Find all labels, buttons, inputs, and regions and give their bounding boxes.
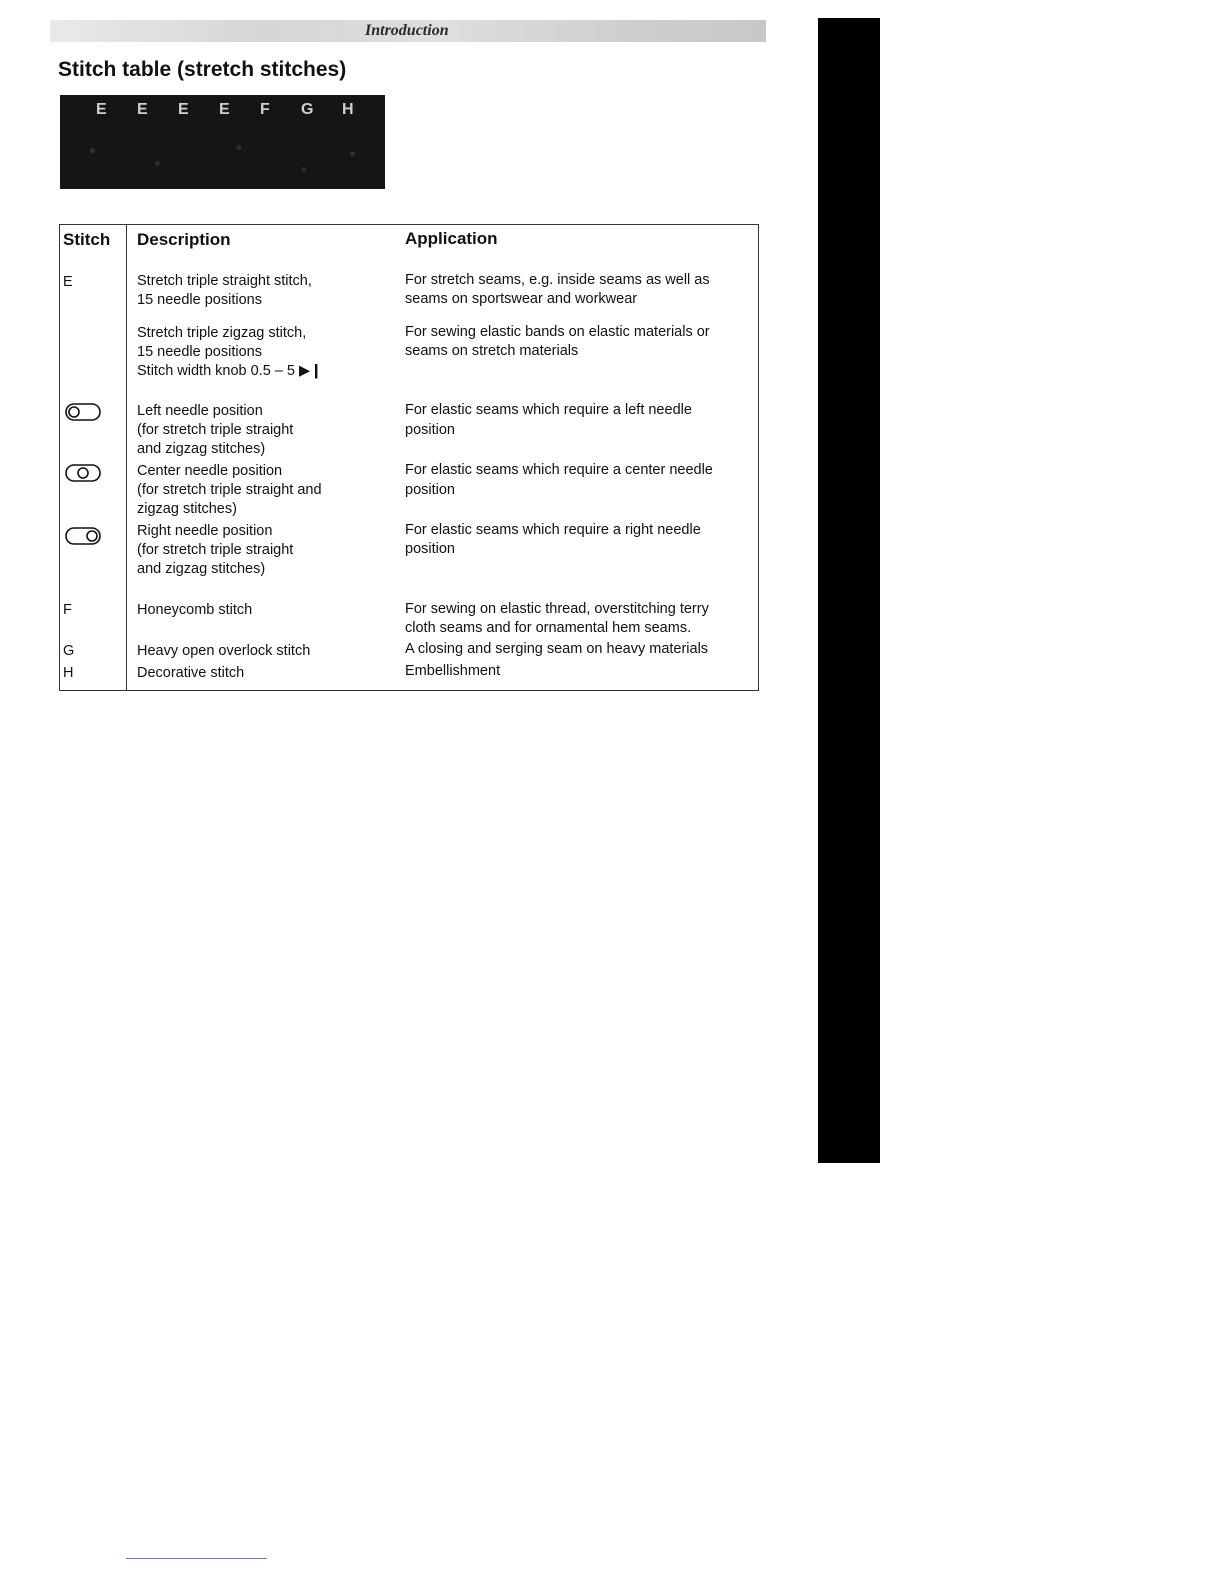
section-header-band [50, 20, 766, 42]
row-description-line: Left needle position [137, 403, 263, 419]
row-application-line: Embellishment [405, 663, 501, 679]
row-description-line: 15 needle positions [137, 344, 262, 360]
stitch-selector-letters [96, 101, 383, 119]
page-title: Stitch table (stretch stitches) [58, 58, 347, 81]
row-application-line: For sewing on elastic thread, overstitching terry [405, 601, 709, 617]
header-application: Application [405, 229, 498, 248]
header-description: Description [137, 230, 231, 249]
selector-letter: E [178, 101, 189, 118]
selector-letter: E [219, 101, 230, 118]
selector-letter: H [342, 101, 354, 118]
center-needle-position-icon [65, 464, 101, 482]
row-description-line: Heavy open overlock stitch [137, 643, 311, 659]
row-application-line: position [405, 541, 455, 557]
footer-rule [126, 1558, 267, 1559]
row-description-line: Honeycomb stitch [137, 602, 253, 618]
row-description-line: (for stretch triple straight and [137, 482, 322, 498]
row-application-line: position [405, 482, 455, 498]
row-application-line: position [405, 422, 455, 438]
right-needle-position-icon [65, 527, 101, 545]
row-stitch-letter: E [63, 274, 73, 290]
row-stitch-letter: G [63, 643, 75, 659]
selector-panel-texture [60, 125, 385, 189]
row-application-line: A closing and serging seam on heavy materials [405, 641, 709, 657]
selector-letter: E [137, 101, 148, 118]
left-needle-position-icon [65, 403, 101, 421]
row-application-line: seams on stretch materials [405, 343, 579, 359]
row-application-line: For elastic seams which require a center needle [405, 462, 713, 478]
row-stitch-letter: H [63, 665, 74, 681]
row-application-line: seams on sportswear and workwear [405, 291, 638, 307]
row-application-line: For stretch seams, e.g. inside seams as well as [405, 272, 710, 288]
stitch-table [59, 224, 759, 691]
row-description-line: Center needle position [137, 463, 283, 479]
row-description-line: and zigzag stitches) [137, 561, 266, 577]
row-description-line: Right needle position [137, 523, 273, 539]
row-application-line: cloth seams and for ornamental hem seams. [405, 620, 692, 636]
table-column-divider [126, 225, 127, 690]
row-description-line: zigzag stitches) [137, 501, 237, 517]
row-description-line: Stitch width knob 0.5 – 5 ▶❙ [137, 363, 323, 379]
row-stitch-letter: F [63, 602, 72, 618]
row-application-line: For sewing elastic bands on elastic materials or [405, 324, 710, 340]
row-description-line: Decorative stitch [137, 665, 245, 681]
selector-letter: E [96, 101, 107, 118]
row-description-line: (for stretch triple straight [137, 422, 294, 438]
row-application-line: For elastic seams which require a right needle [405, 522, 701, 538]
row-description-line: Stretch triple straight stitch, [137, 273, 312, 289]
selector-letter: F [260, 101, 270, 118]
row-application-line: For elastic seams which require a left needle [405, 402, 692, 418]
row-description-line: 15 needle positions [137, 292, 262, 308]
header-stitch: Stitch [63, 230, 111, 249]
section-title: Introduction [365, 22, 449, 39]
selector-letter: G [301, 101, 314, 118]
stitch-selector-panel [60, 95, 385, 189]
page-edge-tab-bar [818, 18, 880, 1163]
row-description-line: and zigzag stitches) [137, 441, 266, 457]
row-description-line: (for stretch triple straight [137, 542, 294, 558]
row-description-line: Stretch triple zigzag stitch, [137, 325, 307, 341]
